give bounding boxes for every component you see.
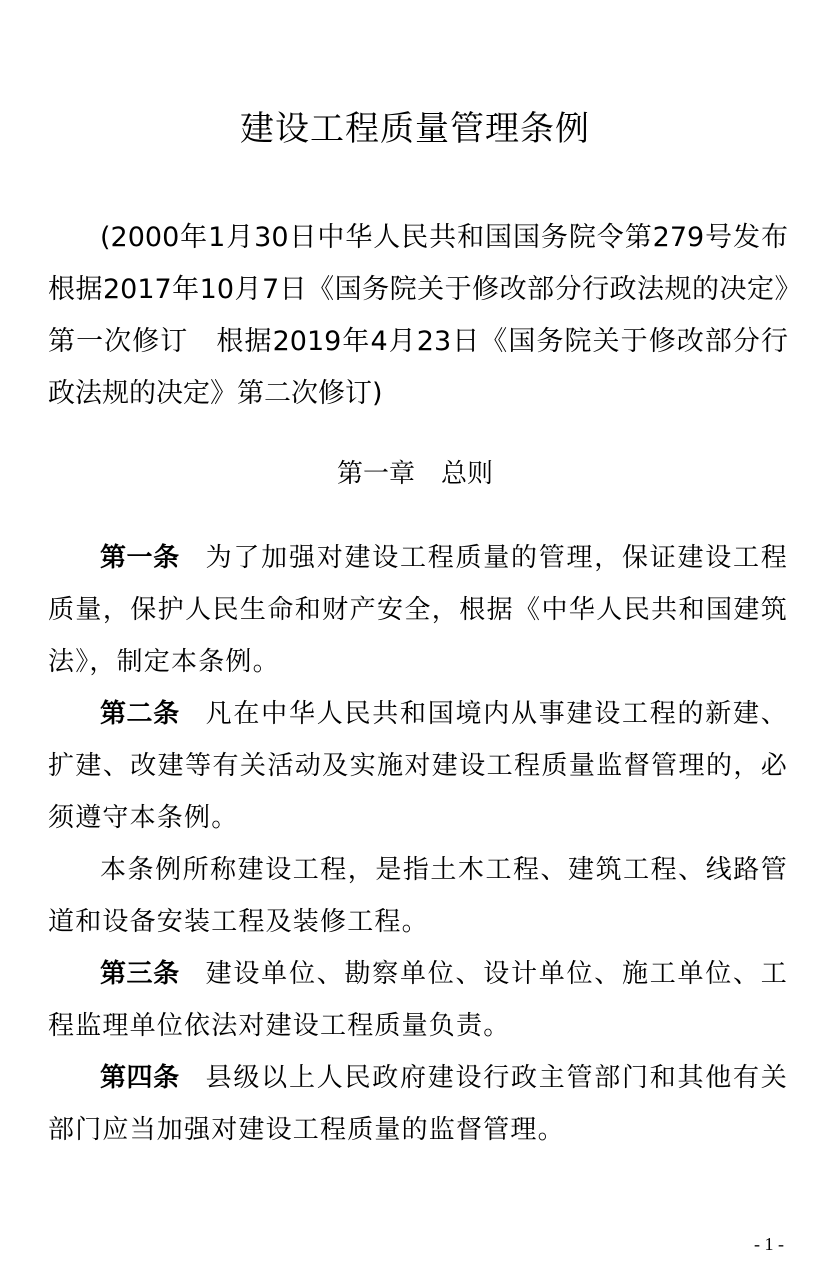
article-number: 第三条 <box>100 959 180 989</box>
article-number: 第四条 <box>100 1063 180 1093</box>
article-paragraph <box>48 532 788 688</box>
article-text: 本条例所称建设工程，是指土木工程、建筑工程、线路管道和设备安装工程及装修工程。 <box>48 855 788 937</box>
article-paragraph <box>48 948 788 1052</box>
article-paragraph <box>48 688 788 844</box>
article-number: 第二条 <box>100 699 180 729</box>
article-text: 建设单位、勘察单位、设计单位、施工单位、工程监理单位依法对建设工程质量负责。 <box>48 959 788 1041</box>
chapter-title: 第一章 总则 <box>336 459 493 489</box>
document-body <box>48 532 788 1156</box>
article-text: 县级以上人民政府建设行政主管部门和其他有关部门应当加强对建设工程质量的监督管理。 <box>48 1063 788 1145</box>
document-title: 建设工程质量管理条例 <box>240 109 590 149</box>
article-text: 凡在中华人民共和国境内从事建设工程的新建、扩建、改建等有关活动及实施对建设工程质量监督管理的，必须遵守本条例。 <box>48 699 788 833</box>
article-paragraph <box>48 1052 788 1156</box>
article-text: 为了加强对建设工程质量的管理，保证建设工程质量，保护人民生命和财产安全，根据《中华人民共和国建筑法》，制定本条例。 <box>48 543 788 677</box>
document-preamble: (2000年1月30日中华人民共和国国务院令第279号发布 根据2017年10月7日《国务院关于修改部分行政法规的决定》第一次修订 根据2019年4月23日《国务院关于修改部分行政法规的决定》第二次修订) <box>48 222 815 409</box>
article-number: 第一条 <box>100 543 180 573</box>
page-number: - 1 - <box>754 1234 784 1254</box>
article-paragraph <box>48 844 788 948</box>
